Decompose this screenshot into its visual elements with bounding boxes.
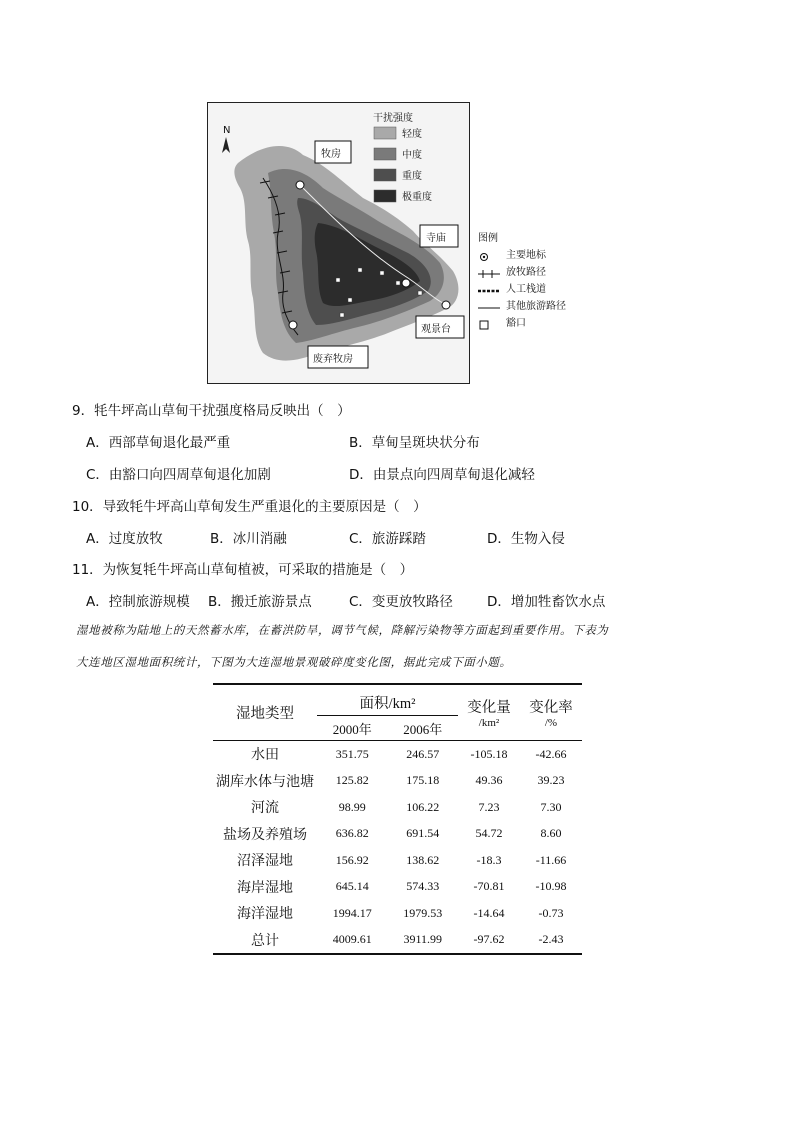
symbol-legend-label: 放牧路径 (506, 267, 546, 278)
table-row (213, 821, 582, 848)
cell-type: 总计 (251, 933, 279, 949)
question-10-stem: 10．导致牦牛坪高山草甸发生严重退化的主要原因是（ ） (72, 499, 427, 515)
table-row (213, 741, 582, 768)
col-header-2006: 2006年 (388, 716, 459, 741)
question-10-option-a[interactable]: A．过度放牧 (86, 531, 163, 547)
legend-title: 干扰强度 (373, 113, 413, 124)
question-11-option-b[interactable]: B．搬迁旅游景点 (208, 594, 312, 610)
cell-2000: 645.14 (335, 879, 369, 894)
cell-rate: -10.98 (535, 879, 567, 894)
cell-2006: 691.54 (406, 826, 440, 841)
col-header-change-unit: /km² (478, 717, 500, 729)
cell-2000: 636.82 (335, 826, 369, 841)
question-10-option-c[interactable]: C．旅游踩踏 (349, 531, 426, 547)
cell-change: -70.81 (473, 879, 505, 894)
symbol-legend (478, 230, 566, 332)
cell-2006: 1979.53 (403, 905, 443, 920)
question-10-option-d[interactable]: D．生物入侵 (487, 531, 565, 547)
landmark-icon (478, 251, 500, 261)
legend-item-label: 轻度 (402, 129, 422, 140)
cell-rate: 8.60 (540, 826, 562, 841)
symbol-legend-title: 图例 (478, 233, 498, 244)
cell-2006: 574.33 (406, 879, 440, 894)
cell-change: -14.64 (473, 905, 505, 920)
symbol-legend-row (478, 315, 566, 332)
col-header-rate (520, 684, 582, 741)
boardwalk-icon (478, 285, 500, 295)
cell-type: 盐场及养殖场 (223, 827, 307, 843)
gap-icon (478, 319, 500, 329)
cell-type: 河流 (251, 801, 279, 817)
disturbance-map (207, 102, 470, 384)
col-header-2000: 2000年 (317, 716, 388, 741)
table-row (213, 927, 582, 955)
symbol-legend-row (478, 264, 566, 281)
cell-change: 7.23 (478, 799, 500, 814)
symbol-legend-label: 其他旅游路径 (506, 301, 566, 312)
col-header-type: 湿地类型 (213, 684, 317, 741)
wetland-area-table (213, 683, 582, 955)
symbol-legend-label: 豁口 (506, 318, 526, 329)
cell-2000: 125.82 (335, 773, 369, 788)
cell-type: 海岸湿地 (237, 880, 293, 896)
landmark-icon (289, 321, 297, 329)
cell-change: 54.72 (475, 826, 503, 841)
cell-type: 水田 (251, 748, 279, 764)
landmark-icon (402, 279, 410, 287)
question-9-option-c[interactable]: C．由豁口向四周草甸退化加剧 (86, 467, 271, 483)
cell-2000: 1994.17 (332, 905, 372, 920)
landmark-icon (442, 301, 450, 309)
place-label-abandoned: 废弃牧房 (313, 354, 353, 365)
table-row (213, 874, 582, 901)
cell-rate: 39.23 (537, 773, 565, 788)
question-9-option-a[interactable]: A．西部草甸退化最严重 (86, 435, 231, 451)
place-label-temple: 寺庙 (426, 233, 446, 244)
passage-line-2: 大连地区湿地面积统计，下图为大连湿地景观破碎度变化图，据此完成下面小题。 (76, 655, 512, 669)
cell-type: 海洋湿地 (237, 907, 293, 923)
cell-change: 49.36 (475, 773, 503, 788)
cell-2006: 246.57 (406, 746, 440, 761)
cell-2000: 4009.61 (332, 932, 372, 947)
table-row (213, 768, 582, 795)
map-graphic (208, 103, 469, 383)
symbol-legend-title-row (478, 230, 566, 247)
cell-change: -18.3 (476, 852, 502, 867)
tour-path-icon (478, 302, 500, 312)
symbol-legend-row (478, 247, 566, 264)
passage-line-1: 湿地被称为陆地上的天然蓄水库，在蓄洪防旱，调节气候，降解污染物等方面起到重要作用。下表为 (76, 623, 609, 637)
cell-type: 沼泽湿地 (237, 854, 293, 870)
legend-item-label: 中度 (402, 150, 422, 161)
question-11-option-c[interactable]: C．变更放牧路径 (349, 594, 453, 610)
cell-2000: 156.92 (335, 852, 369, 867)
cell-2006: 175.18 (406, 773, 440, 788)
cell-2000: 98.99 (338, 799, 366, 814)
cell-rate: -11.66 (535, 852, 567, 867)
cell-2000: 351.75 (335, 746, 369, 761)
symbol-legend-label: 人工栈道 (506, 284, 546, 295)
table-row (213, 900, 582, 927)
cell-rate: -42.66 (535, 746, 567, 761)
question-11-option-d[interactable]: D．增加牲畜饮水点 (487, 594, 606, 610)
question-11-option-a[interactable]: A．控制旅游规模 (86, 594, 190, 610)
place-label-muhouse: 牧房 (321, 149, 341, 160)
north-label: N (223, 125, 231, 136)
cell-rate: -0.73 (538, 905, 564, 920)
question-9-option-d[interactable]: D．由景点向四周草甸退化减轻 (349, 467, 535, 483)
cell-change: -105.18 (470, 746, 508, 761)
legend-item-label: 重度 (402, 171, 422, 182)
place-label-viewpoint: 观景台 (421, 324, 451, 335)
col-header-rate-unit: /% (544, 717, 558, 729)
col-header-rate-label: 变化率 (529, 700, 573, 716)
symbol-legend-row (478, 298, 566, 315)
table-row (213, 847, 582, 874)
question-9-option-b[interactable]: B．草甸呈斑块状分布 (349, 435, 480, 451)
cell-2006: 106.22 (406, 799, 440, 814)
grazing-path-icon (478, 268, 500, 278)
landmark-icon (296, 181, 304, 189)
cell-rate: -2.43 (538, 932, 564, 947)
cell-2006: 3911.99 (403, 932, 443, 947)
question-10-option-b[interactable]: B．冰川消融 (210, 531, 287, 547)
intensity-legend (373, 111, 432, 203)
symbol-legend-label: 主要地标 (506, 250, 546, 261)
question-11-stem: 11．为恢复牦牛坪高山草甸植被，可采取的措施是（ ） (72, 562, 414, 578)
cell-change: -97.62 (473, 932, 505, 947)
col-header-change (458, 684, 520, 741)
legend-item-label: 极重度 (402, 192, 432, 203)
col-header-area: 面积/km² (317, 684, 458, 716)
cell-rate: 7.30 (540, 799, 562, 814)
cell-type: 湖库水体与池塘 (216, 774, 314, 790)
cell-2006: 138.62 (406, 852, 440, 867)
col-header-change-label: 变化量 (467, 700, 511, 716)
question-9-stem: 9．牦牛坪高山草甸干扰强度格局反映出（ ） (72, 403, 351, 419)
symbol-legend-row (478, 281, 566, 298)
north-arrow-icon (222, 137, 230, 153)
table-row (213, 794, 582, 821)
